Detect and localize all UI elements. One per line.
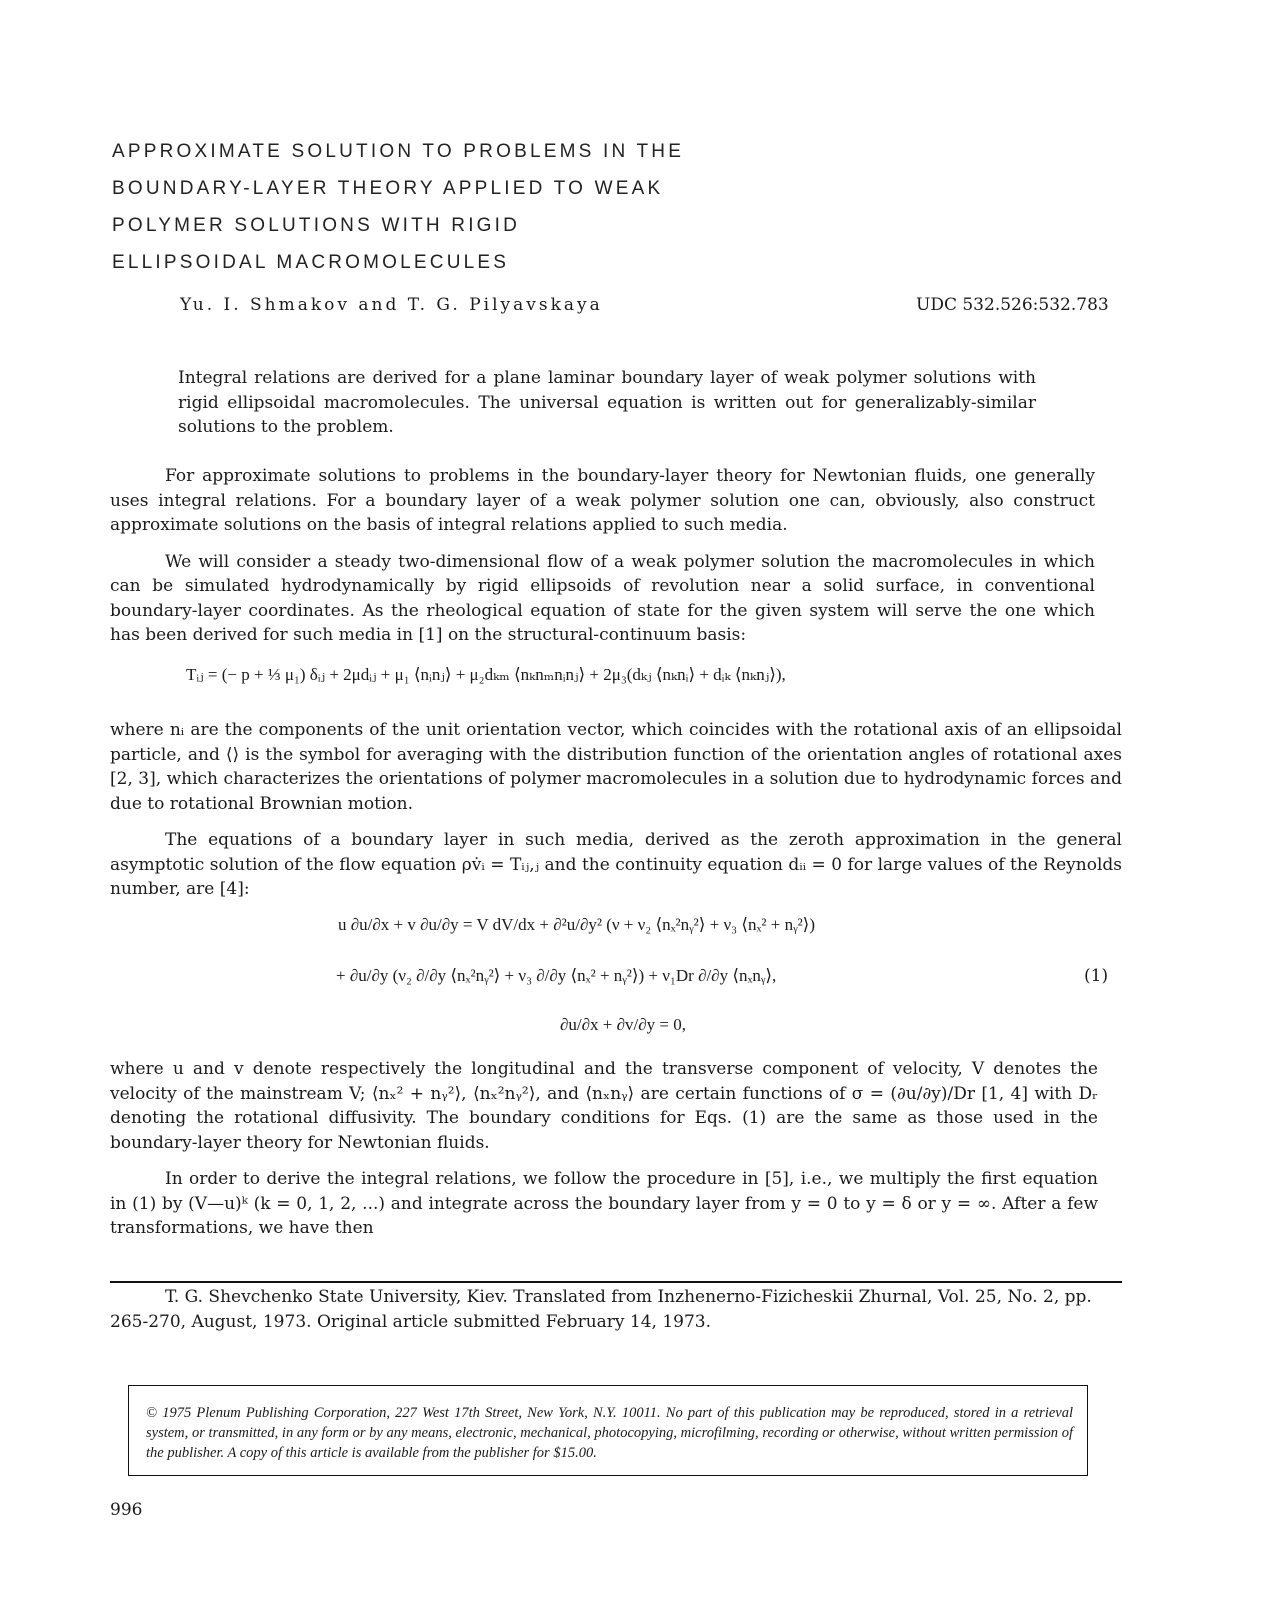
title-line: BOUNDARY-LAYER THEORY APPLIED TO WEAK (112, 178, 664, 199)
equation-1-line-3: ∂u/∂x + ∂v/∂y = 0, (560, 1015, 686, 1034)
copyright-box (128, 1385, 1088, 1476)
title-line: ELLIPSOIDAL MACROMOLECULES (112, 252, 510, 273)
equation-1-line-2: + ∂u/∂y (ν₂ ∂/∂y ⟨nₓ²nᵧ²⟩ + ν₃ ∂/∂y ⟨nₓ² + nᵧ²⟩) + ν₁Dr ∂/∂y ⟨nₓnᵧ⟩, (336, 966, 777, 985)
paragraph: where nᵢ are the components of the unit orientation vector, which coincides with the rotational axis of an ellipsoidal particle, and ⟨⟩ is the symbol for averaging with the distribution function of the orientation angles of rotational axes [2, 3], which characterizes the orientations of polymer macromolecules in a solution due to hydrodynamic forces and due to rotational Brownian motion. (110, 720, 1122, 814)
equation-1-line-1: u ∂u/∂x + v ∂u/∂y = V dV/dx + ∂²u/∂y² (ν + ν₂ ⟨nₓ²nᵧ²⟩ + ν₃ ⟨nₓ² + nᵧ²⟩) (338, 915, 815, 934)
title-line: APPROXIMATE SOLUTION TO PROBLEMS IN THE (112, 141, 685, 162)
authors: Yu. I. Shmakov and T. G. Pilyavskaya (180, 295, 603, 315)
abstract: Integral relations are derived for a plane laminar boundary layer of weak polymer solutions with rigid ellipsoidal macromolecules. The universal equation is written out for generalizably-similar solutions to the problem. (178, 368, 1036, 437)
footnote-text: T. G. Shevchenko State University, Kiev. Translated from Inzhenerno-Fizicheskii Zhurnal, Vol. 25, No. 2, pp. 265-270, August, 1973. Original article submitted February 14, 1973. (110, 1287, 1092, 1332)
paragraph: For approximate solutions to problems in the boundary-layer theory for Newtonian fluids, one generally uses integral relations. For a boundary layer of a weak polymer solution one can, obviously, also construct approximate solutions on the basis of integral relations applied to such media. (110, 466, 1095, 535)
paragraph: The equations of a boundary layer in such media, derived as the zeroth approximation in the general asymptotic solution of the flow equation ρv̇ᵢ = Tᵢⱼ,ⱼ and the continuity equation dᵢᵢ = 0 for large values of the Reynolds number, are [4]: (110, 830, 1122, 899)
paragraph: We will consider a steady two-dimensional flow of a weak polymer solution the macromolecules in which can be simulated hydrodynamically by rigid ellipsoids of revolution near a solid surface, in conventional boundary-layer coordinates. As the rheological equation of state for the given system will serve the one which has been derived for such media in [1] on the structural-continuum basis: (110, 551, 1095, 645)
page-number: 996 (110, 1500, 143, 1520)
article-title (112, 133, 684, 281)
copyright-text: © 1975 Plenum Publishing Corporation, 227 West 17th Street, New York, N.Y. 10011. No part of this publication may be reproduced, stored in a retrieval system, or transmitted, in any form or by any means, electronic, mechanical, photocopying, microfilming, recording or otherwise, without written permission of the publisher. A copy of this article is available from the publisher for $15.00. (146, 1405, 1073, 1461)
body-block-1 (110, 464, 1095, 648)
equation-number: (1) (1084, 966, 1109, 986)
footnote-rule (110, 1281, 1122, 1283)
paragraph: In order to derive the integral relations, we follow the procedure in [5], i.e., we multiply the first equation in (1) by (V—u)ᵏ (k = 0, 1, 2, ...) and integrate across the boundary layer from y = 0 to y = δ or y = ∞. After a few transformations, we have then (110, 1169, 1098, 1238)
body-block-3 (110, 1057, 1098, 1241)
body-block-2 (110, 718, 1122, 902)
equation-tij: Tᵢⱼ = (− p + ⅓ μ₁) δᵢⱼ + 2μdᵢⱼ + μ₁ ⟨nᵢnⱼ⟩ + μ₂dₖₘ ⟨nₖnₘnᵢnⱼ⟩ + 2μ₃(dₖⱼ ⟨nₖnᵢ⟩ + dᵢₖ ⟨nₖnⱼ⟩), (186, 665, 786, 684)
paragraph: where u and v denote respectively the longitudinal and the transverse component of velocity, V denotes the velocity of the mainstream V; ⟨nₓ² + nᵧ²⟩, ⟨nₓ²nᵧ²⟩, and ⟨nₓnᵧ⟩ are certain functions of σ = (∂u/∂y)/Dr [1, 4] with Dᵣ denoting the rotational diffusivity. The boundary conditions for Eqs. (1) are the same as those used in the boundary-layer theory for Newtonian fluids. (110, 1059, 1098, 1153)
footnote (110, 1285, 1120, 1335)
title-line: POLYMER SOLUTIONS WITH RIGID (112, 215, 521, 236)
udc-code: UDC 532.526:532.783 (916, 295, 1109, 315)
